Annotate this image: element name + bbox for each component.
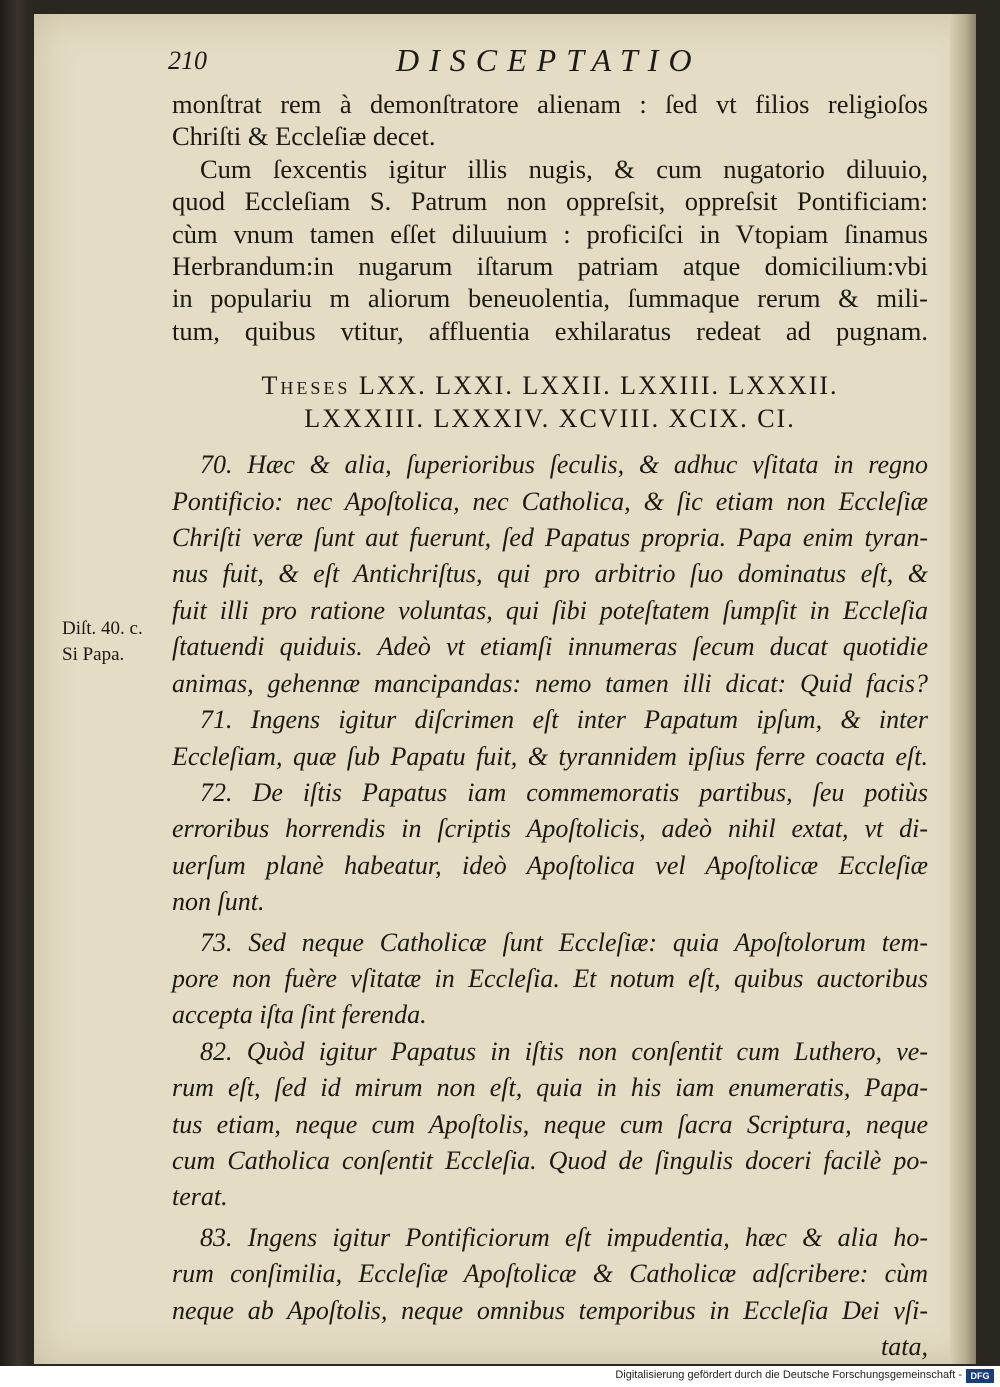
digitization-footer — [0, 1366, 1000, 1387]
text-line: ſtatuendi quiduis. Adeò vt etiamſi innumeras ſecum ducat quotidie — [172, 632, 928, 662]
thesis-71 — [172, 702, 928, 775]
marginal-note-line: Diſt. 40. c. — [62, 618, 143, 639]
text-line: Cum ſexcentis igitur illis nugis, & cum nugatorio diluuio, — [200, 153, 928, 184]
text-line: nus fuit, & eſt Antichriſtus, qui pro arbitrio ſuo dominatus eſt, & — [172, 559, 928, 589]
main-text — [172, 88, 928, 1365]
running-title: DISCEPTATIO — [396, 42, 702, 78]
text-line: 83. Ingens igitur Pontificiorum eſt impudentia, hæc & alia ho- — [200, 1222, 928, 1252]
text-line: accepta iſta ſint ferenda. — [172, 1000, 427, 1030]
text-line: rum conſimilia, Eccleſiæ Apoſtolicæ & Catholicæ adſcribere: cùm — [172, 1259, 928, 1289]
page-edge — [950, 14, 976, 1364]
text-line: animas, gehennæ mancipandas: nemo tamen illi dicat: Quid facis? — [172, 668, 928, 698]
paragraph-1 — [172, 88, 928, 153]
text-line: quod Eccleſiam S. Patrum non oppreſsit, oppreſsit Pontificiam: — [172, 186, 928, 217]
paragraph-2 — [172, 153, 928, 347]
footer-credit: Digitalisierung gefördert durch die Deutsche Forschungsgemeinschaft - — [615, 1369, 962, 1381]
text-line: in populariu m aliorum beneuolentia, ſummaque rerum & mili- — [172, 283, 928, 314]
text-line: 70. Hæc & alia, ſuperioribus ſeculis, & adhuc vſitata in regno — [200, 450, 928, 480]
text-line: 71. Ingens igitur diſcrimen eſt inter Papatum ipſum, & inter — [200, 705, 928, 735]
text-line: 73. Sed neque Catholicæ ſunt Eccleſiæ: quia Apoſtolorum tem- — [200, 927, 928, 957]
text-line: non ſunt. — [172, 887, 265, 917]
text-line: monſtrat rem à demonſtratore alienam : ſed vt filios religioſos — [172, 89, 928, 119]
thesis-70 — [172, 447, 928, 702]
dfg-logo: DFG — [966, 1369, 994, 1383]
text-line: erroribus horrendis in ſcriptis Apoſtolicis, adeò nihil extat, vt di- — [172, 814, 928, 844]
thesis-82 — [172, 1034, 928, 1216]
text-line: terat. — [172, 1182, 228, 1212]
marginal-note — [62, 616, 162, 668]
theses-block — [172, 447, 928, 1365]
thesis-heading-line-1 — [172, 369, 928, 402]
page-header — [168, 42, 928, 82]
thesis-heading-word: Theses — [261, 371, 351, 401]
thesis-72 — [172, 775, 928, 921]
text-line: fuit illi pro ratione voluntas, qui ſibi poteſtatem ſumpſit in Eccleſia — [172, 595, 928, 625]
text-line: Herbrandum:in nugarum iſtarum patriam atque domicilium:vbi — [172, 251, 928, 282]
text-line: Chriſti & Eccleſiæ decet. — [172, 121, 436, 152]
text-line: neque ab Apoſtolis, neque omnibus temporibus in Eccleſia Dei vſi- — [172, 1295, 928, 1325]
thesis-83 — [172, 1220, 928, 1366]
thesis-heading-line-2: LXXXIII. LXXXIV. XCVIII. XCIX. CI. — [304, 404, 796, 434]
text-line: Chriſti veræ ſunt aut fuerunt, ſed Papatus propria. Papa enim tyran- — [172, 523, 928, 553]
text-line: uerſum planè habeatur, ideò Apoſtolica vel Apoſtolicæ Eccleſiæ — [172, 850, 928, 880]
text-line: tata, — [881, 1332, 928, 1361]
text-line: cùm vnum tamen eſſet diluuium : proficiſci in Vtopiam ſinamus — [172, 218, 928, 249]
thesis-heading-numerals: LXX. LXXI. LXXII. LXXIII. LXXXII. — [358, 371, 839, 401]
thesis-heading — [172, 369, 928, 435]
text-line: Eccleſiam, quæ ſub Papatu fuit, & tyrannidem ipſius ferre coacta eſt. — [172, 741, 928, 771]
text-line: rum eſt, ſed id mirum non eſt, quia in his iam enumeratis, Papa- — [172, 1073, 928, 1103]
text-line: 82. Quòd igitur Papatus in iſtis non conſentit cum Luthero, ve- — [200, 1036, 928, 1066]
text-line: tus etiam, neque cum Apoſtolis, neque cum ſacra Scriptura, neque — [172, 1109, 928, 1139]
text-line: tum, quibus vtitur, affluentia exhilaratus redeat ad pugnam. — [172, 315, 928, 346]
text-line: cum Catholica conſentit Eccleſia. Quod de ſingulis doceri facilè po- — [172, 1145, 928, 1175]
text-line: Pontificio: nec Apoſtolica, nec Catholica, & ſic etiam non Eccleſiæ — [172, 486, 928, 516]
text-line: pore non fuère vſitatæ in Eccleſia. Et notum eſt, quibus auctoribus — [172, 963, 928, 993]
page-number: 210 — [168, 46, 207, 75]
marginal-note-line: Si Papa. — [62, 644, 125, 665]
text-line: 72. De iſtis Papatus iam commemoratis partibus, ſeu potiùs — [200, 777, 928, 807]
